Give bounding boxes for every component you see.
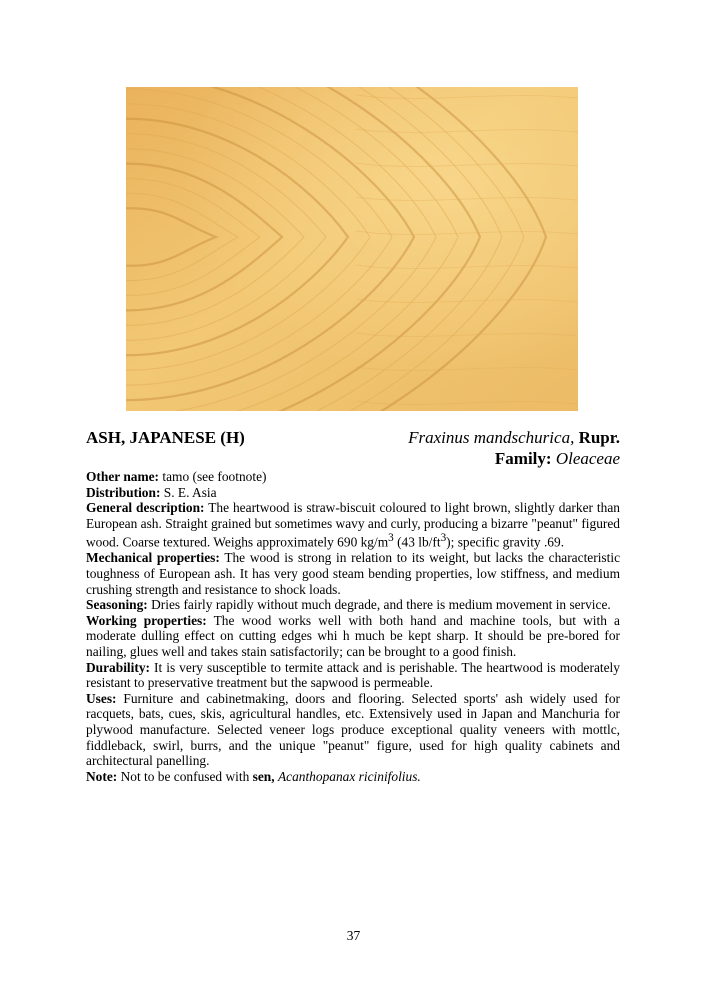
family-label: Family: <box>494 449 552 468</box>
general-description-paragraph <box>86 500 620 550</box>
family-line <box>495 449 620 469</box>
uses-label: Uses: <box>86 690 117 706</box>
description-body <box>86 469 620 784</box>
general-description-text-3: ); specific gravity .69. <box>446 534 565 550</box>
working-paragraph <box>86 613 620 660</box>
other-name-label: Other name: <box>86 469 160 484</box>
page-number: 37 <box>346 928 361 943</box>
scientific-name: Fraxinus mandschurica, <box>408 428 575 447</box>
seasoning-paragraph <box>86 597 620 613</box>
uses-paragraph <box>86 691 620 769</box>
note-bold-name: sen, <box>252 768 275 784</box>
species-heading <box>86 424 620 472</box>
other-name-paragraph <box>86 469 620 485</box>
general-description-label: General description: <box>86 500 205 516</box>
durability-paragraph <box>86 660 620 691</box>
general-description-text-2: (43 lb/ft <box>393 534 441 550</box>
working-text: The wood works well with both hand and machine tools, but with a moderate dulling effect on cutting edges whi h much be kept sharp. It should be pre-bored for nailing, glues well and takes stain satisfactorily; can be brought to a good finish. <box>86 612 621 659</box>
species-title: ASH, JAPANESE (H) <box>86 428 245 447</box>
durability-label: Durability: <box>86 659 150 675</box>
mechanical-text: The wood is strong in relation to its weight, but lacks the characteristic toughness of European ash. It has very good steam bending properties, low stiffness, and medium crushing strength and resistance to shock loads. <box>86 550 621 597</box>
author-abbreviation: Rupr. <box>578 428 620 447</box>
durability-text: It is very susceptible to termite attack and is perishable. The heartwood is moderately resistant to preservative treatment but the sapwood is permeable. <box>86 659 620 691</box>
mechanical-label: Mechanical properties: <box>86 550 220 566</box>
distribution-label: Distribution: <box>86 484 161 500</box>
superscript-3a: 3 <box>388 532 394 545</box>
seasoning-text: Dries fairly rapidly without much degrade, and there is medium movement in service. <box>151 597 611 613</box>
uses-text: Furniture and cabinetmaking, doors and flooring. Selected sports' ash widely used for racquets, bats, cues, skis, agricultural handles, etc. Extensively used in Japan and Manchuria for plywood manufacture. Selected veneer logs produce exceptional quality veneers with mottlc, fiddleback, swirl, burrs, and the unique "peanut" figure, used for high quality cabinets and architectural panelling. <box>86 690 620 769</box>
note-italic-name: Acanthopanax ricinifolius. <box>277 768 421 784</box>
note-paragraph <box>86 769 620 785</box>
scientific-name-line <box>408 428 620 448</box>
seasoning-label: Seasoning: <box>86 597 148 613</box>
general-description-text: The heartwood is straw-biscuit coloured to light brown, slightly darker than European ash. Straight grained but sometimes wavy and curly, producing a bizarre "peanut" figured wood. Coarse textured. Weighs approximately 690 kg/m <box>86 500 620 550</box>
working-label: Working properties: <box>86 612 207 628</box>
other-name-text: tamo (see footnote) <box>162 469 267 484</box>
distribution-text: S. E. Asia <box>163 484 217 500</box>
superscript-3b: 3 <box>440 532 447 545</box>
family-name: Oleaceae <box>555 449 620 468</box>
wood-sample-photo <box>126 87 578 411</box>
mechanical-paragraph <box>86 550 620 597</box>
distribution-paragraph <box>86 485 620 501</box>
note-label: Note: <box>86 768 118 784</box>
note-text: Not to be confused with <box>120 768 250 784</box>
